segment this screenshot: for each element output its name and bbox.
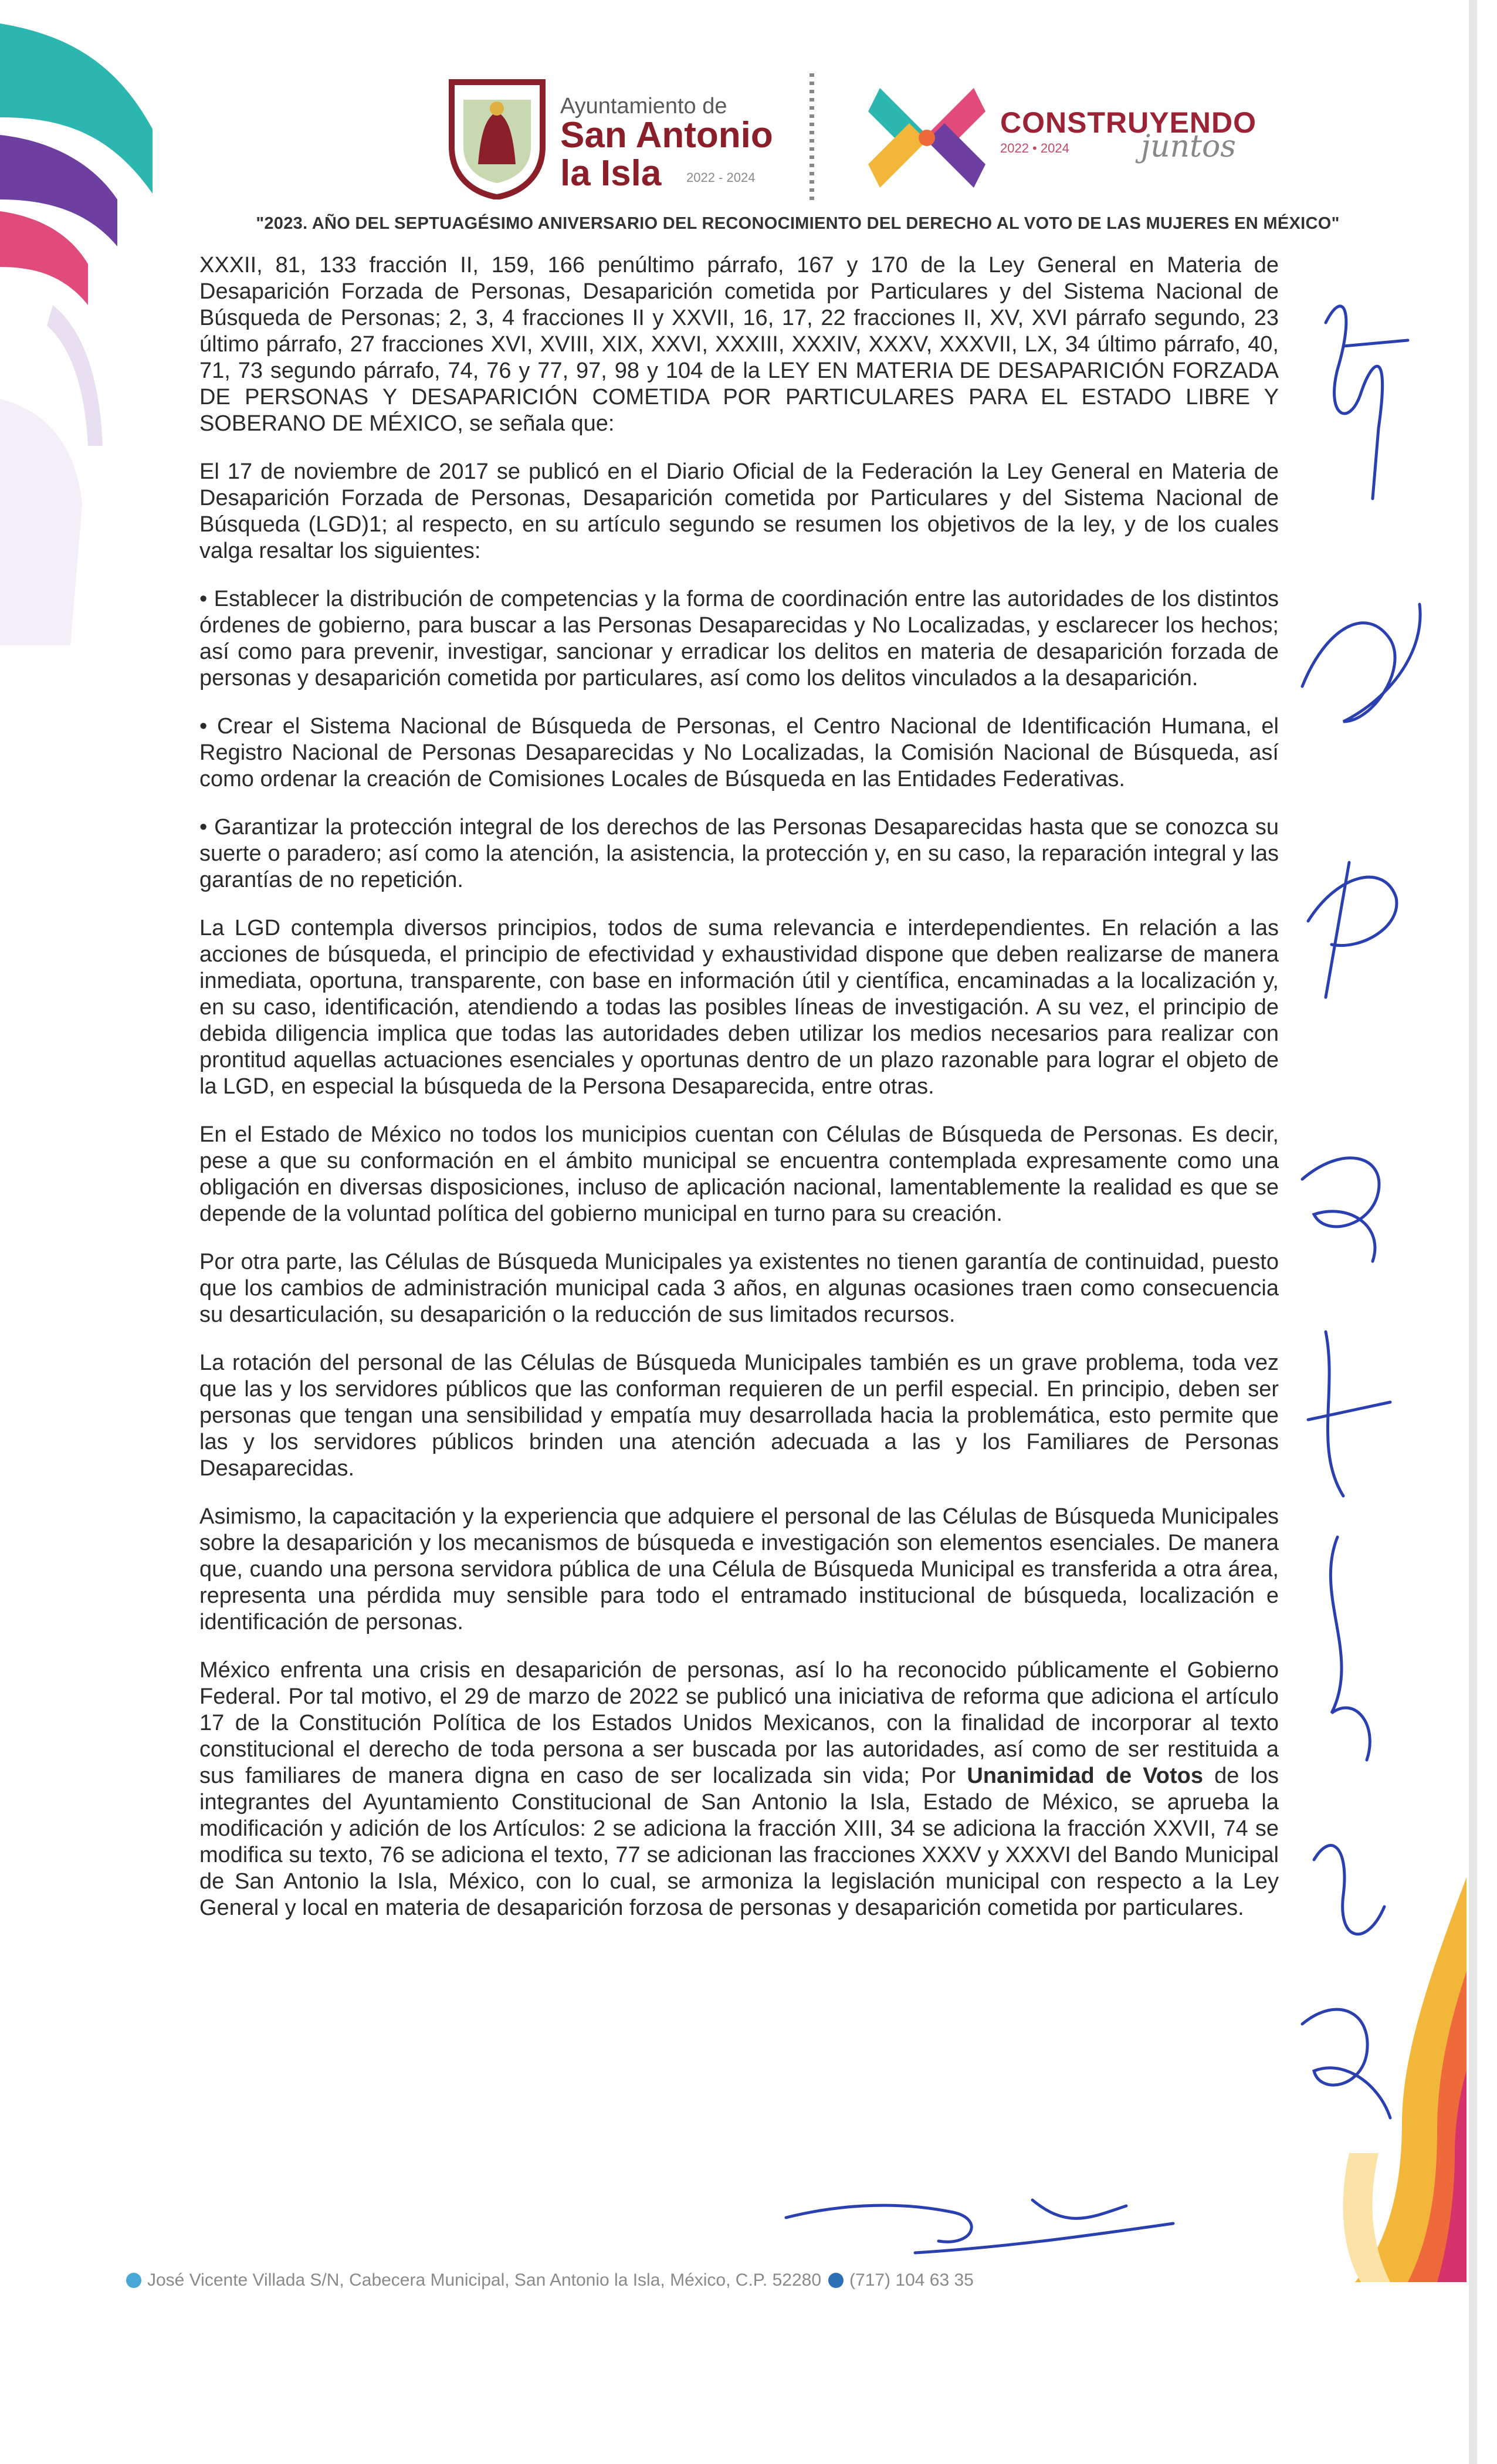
ayuntamiento-label: Ayuntamiento de [560, 94, 727, 119]
bottom-signature-icon [763, 2182, 1244, 2270]
right-decorative-border [1461, 0, 1497, 2464]
year-motto: "2023. AÑO DEL SEPTUAGÉSIMO ANIVERSARIO DEL RECONOCIMIENTO DEL DERECHO AL VOTO DE LAS MUJERES EN MÉXICO" [256, 214, 1340, 233]
municipal-crest-icon [446, 76, 548, 199]
paragraph-objective-3: • Garantizar la protección integral de los derechos de las Personas Desaparecidas hasta que se conozca su suerte o paradero; así como la atención, la asistencia, la protección y, en su caso, la reparación integral y las garantías de no repetición. [199, 815, 1279, 892]
header-logos [446, 70, 1267, 199]
campaign-tagline: juntos [1141, 129, 1236, 164]
resolution-text-b: de los integrantes del Ayuntamiento Constitucional de San Antonio la Isla, Estado de México, se aprueba la modificación y adición de los Artículos: 2 se adiciona la fracción XIII, 34 se adiciona la fracción XXVII, 74 se modifica su texto, 76 se adiciona el texto, 77 se adicionan las fracciones XXXV y XXXVI del Bando Municipal de San Antonio la Isla, México, con lo cual, se armoniza la legislación municipal con respecto a la Ley General y local en materia de desaparición forzosa de personas y desaparición cometida por particulares. [199, 1764, 1279, 1920]
campaign-title: CONSTRUYENDO [1000, 106, 1257, 139]
paragraph-lgd-intro: El 17 de noviembre de 2017 se publicó en el Diario Oficial de la Federación la Ley General en Materia de Desaparición Forzada de Personas, Desaparición cometida por Particulares y del Sistema Nacional de Búsqueda (LGD)1; al respecto, en su artículo segundo se resumen los objetivos de la ley, y de los cuales valga resaltar los siguientes: [199, 459, 1279, 563]
location-pin-icon [126, 2273, 141, 2288]
footer-phone: (717) 104 63 35 [849, 2270, 974, 2290]
phone-icon [828, 2273, 844, 2288]
paragraph-resolution [199, 1657, 1279, 1921]
paragraph-objective-1: • Establecer la distribución de competencias y la forma de coordinación entre las autoridades de los distintos órdenes de gobierno, para buscar a las Personas Desaparecidas y No Localizadas, y esclarecer los hechos; así como para prevenir, investigar, sancionar y erradicar los delitos en materia de desaparición forzada de personas y desaparición cometida por particulares, así como los delitos vinculados a la desaparición. [199, 587, 1279, 691]
paragraph-continuity: Por otra parte, las Células de Búsqueda Municipales ya existentes no tienen garantía de continuidad, puesto que los cambios de administración municipal cada 3 años, en algunas ocasiones traen como consecuencia su desarticulación, su desaparición o la reducción de sus limitados recursos. [199, 1250, 1279, 1327]
header-divider [810, 73, 814, 202]
municipality-name-line1: San Antonio [560, 115, 773, 155]
administration-period: 2022 - 2024 [686, 170, 756, 185]
margin-signatures-icon [1255, 276, 1455, 2212]
bottom-right-decorative-shape [1291, 1877, 1478, 2288]
paragraph-rotation: La rotación del personal de las Células de Búsqueda Municipales también es un grave problema, toda vez que las y los servidores públicos que las conforman requieren de un perfil especial. En principio, deben ser personas que tengan una sensibilidad y empatía muy desarrollada hacia la problemática, esto permite que las y los servidores públicos brinden una atención adecuada a las y los Familiares de Personas Desaparecidas. [199, 1351, 1279, 1481]
document-body [199, 252, 1279, 1943]
municipality-name-line2: la Isla [560, 153, 662, 194]
paragraph-training: Asimismo, la capacitación y la experiencia que adquiere el personal de las Células de Búsqueda Municipales sobre la desaparición y los mecanismos de búsqueda e investigación son elementos esenciales. De manera que, cuando una persona servidora pública de una Célula de Búsqueda Municipal es transferida a otra área, representa una pérdida muy sensible para todo el entramado institucional de búsqueda, localización e identificación de personas. [199, 1504, 1279, 1634]
campaign-period: 2022 • 2024 [1000, 141, 1069, 155]
paragraph-estado-mexico: En el Estado de México no todos los municipios cuentan con Células de Búsqueda de Personas. Es decir, pese a que su conformación en el ámbito municipal se encuentra contemplada expresamente como una obligación en diversas disposiciones, incluso de aplicación nacional, lamentablemente la realidad es que se depende de la voluntad política del gobierno municipal en turno para su creación. [199, 1122, 1279, 1226]
footer-address: José Vicente Villada S/N, Cabecera Municipal, San Antonio la Isla, México, C.P. 52280 [147, 2270, 822, 2290]
paragraph-legal-basis: XXXII, 81, 133 fracción II, 159, 166 penúltimo párrafo, 167 y 170 de la Ley General en Materia de Desaparición Forzada de Personas, Desaparición cometida por Particulares y del Sistema Nacional de Búsqueda de Personas; 2, 3, 4 fracciones II y XXVII, 16, 17, 22 fracciones II, XV, XVI párrafo segundo, 23 último párrafo, 27 fracciones XVI, XVIII, XIX, XXVI, XXXIII, XXXIV, XXXV, XXXVII, LX, 34 último párrafo, 40, 71, 73 segundo párrafo, 74, 76 y 77, 97, 98 y 104 de la LEY EN MATERIA DE DESAPARICIÓN FORZADA DE PERSONAS Y DESAPARICIÓN COMETIDA POR PARTICULARES PARA EL ESTADO LIBRE Y SOBERANO DE MÉXICO, se señala que: [199, 253, 1279, 436]
paragraph-objective-2: • Crear el Sistema Nacional de Búsqueda de Personas, el Centro Nacional de Identificación Humana, el Registro Nacional de Personas Desaparecidas y No Localizadas, la Comisión Nacional de Búsqueda, así como ordenar la creación de Comisiones Locales de Búsqueda en las Entidades Federativas. [199, 714, 1279, 791]
footer-contact [126, 2270, 974, 2290]
construyendo-ribbon-logo-icon [862, 76, 991, 199]
paragraph-principles: La LGD contempla diversos principios, todos de suma relevancia e interdependientes. En relación a las acciones de búsqueda, el principio de efectividad y exhaustividad dispone que deben realizarse de manera inmediata, oportuna, transparente, con base en información útil y científica, encaminadas a la localización y, en su caso, identificación, atendiendo a todas las posibles líneas de investigación. A su vez, el principio de debida diligencia implica que todas las autoridades deben utilizar los medios necesarios para realizar con prontitud aquellas actuaciones esenciales y oportunas dentro de un plazo razonable para lograr el objeto de la LGD, en especial la búsqueda de la Persona Desaparecida, entre otras. [199, 916, 1279, 1099]
resolution-text-a: México enfrenta una crisis en desaparición de personas, así lo ha reconocido públicamente el Gobierno Federal. Por tal motivo, el 29 de marzo de 2022 se publicó una iniciativa de reforma que adiciona el artículo 17 de la Constitución Política de los Estados Unidos Mexicanos, con la finalidad de incorporar al texto constitucional el derecho de toda persona a ser buscada por las autoridades, así como de ser restituida a sus familiares de manera digna en caso de ser localizada sin vida; Por [199, 1658, 1279, 1788]
unanimity-phrase: Unanimidad de Votos [967, 1764, 1203, 1788]
left-decorative-stripes [0, 0, 199, 675]
